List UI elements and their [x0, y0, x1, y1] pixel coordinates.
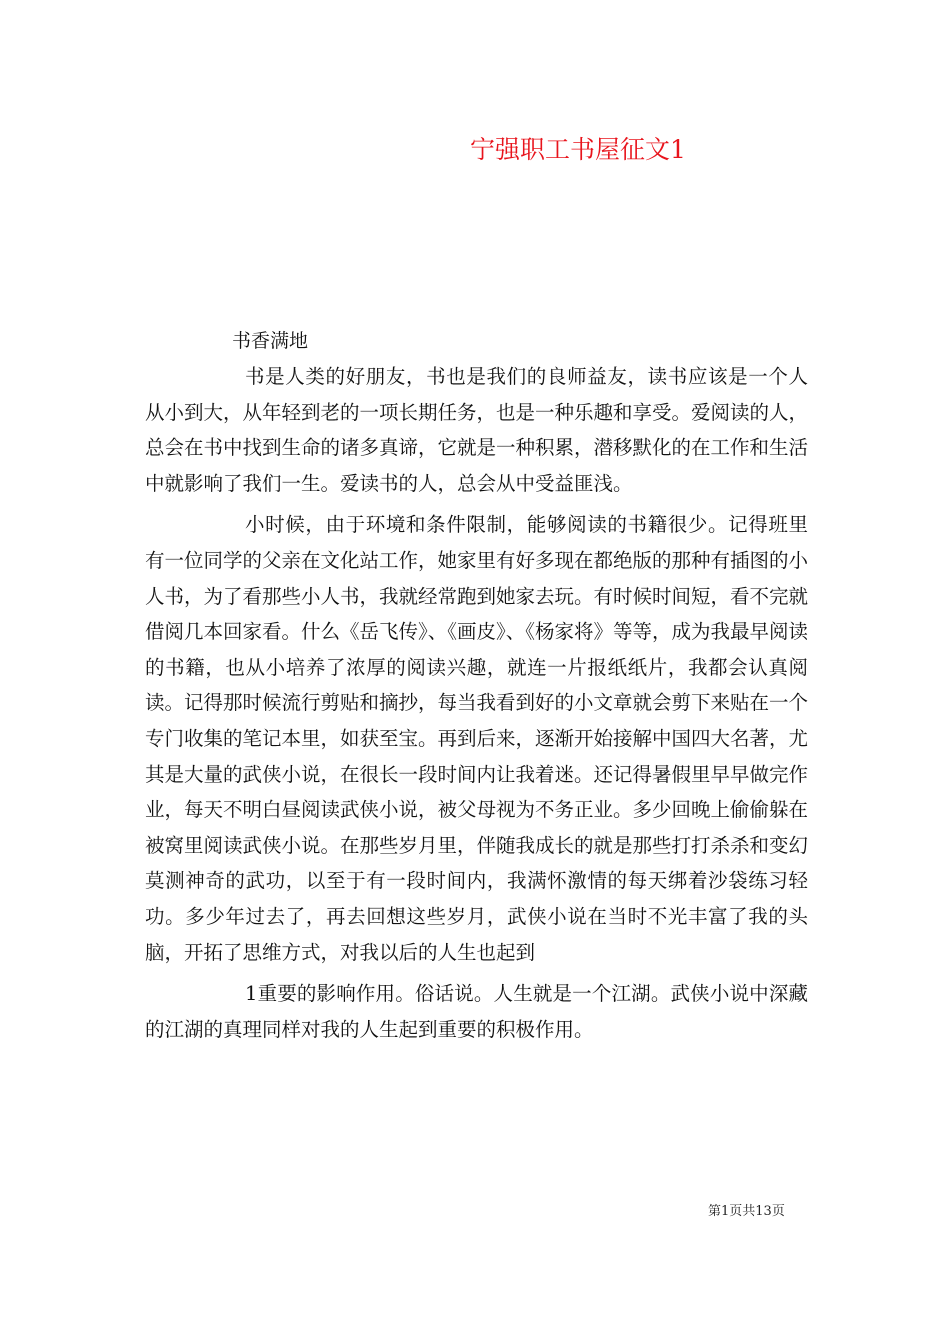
article-subtitle: 书香满地	[232, 330, 309, 352]
paragraph: 书是人类的好朋友，书也是我们的良师益友，读书应该是一个人从小到大，从年轻到老的一项长期任务，也是一种乐趣和享受。爱阅读的人，总会在书中找到生命的诸多真谛，它就是一种积累，潜移默化的在工作和生活中就影响了我们一生。爱读书的人，总会从中受益匪浅。	[145, 365, 809, 495]
page-number-footer: 第1页共13页	[708, 1204, 785, 1219]
document-title: 宁强职工书屋征文1	[470, 135, 686, 164]
article-body	[145, 359, 808, 1047]
paragraph: 1重要的影响作用。俗话说。人生就是一个江湖。武侠小说中深藏的江湖的真理同样对我的人生起到重要的积极作用。	[145, 982, 808, 1041]
paragraph: 小时候，由于环境和条件限制，能够阅读的书籍很少。记得班里有一位同学的父亲在文化站工作，她家里有好多现在都绝版的那种有插图的小人书，为了看那些小人书，我就经常跑到她家去玩。有时候时间短，看不完就借阅几本回家看。什么《岳飞传》、《画皮》、《杨家将》等等，成为我最早阅读的书籍，也从小培养了浓厚的阅读兴趣，就连一片报纸纸片，我都会认真阅读。记得那时候流行剪贴和摘抄，每当我看到好的小文章就会剪下来贴在一个专门收集的笔记本里，如获至宝。再到后来，逐渐开始接解中国四大名著，尤其是大量的武侠小说，在很长一段时间内让我着迷。还记得暑假里早早做完作业，每天不明白昼阅读武侠小说，被父母视为不务正业。多少回晚上偷偷躲在被窝里阅读武侠小说。在那些岁月里，伴随我成长的就是那些打打杀杀和变幻莫测神奇的武功，以至于有一段时间内，我满怀激情的每天绑着沙袋练习轻功。多少年过去了，再去回想这些岁月，武侠小说在当时不光丰富了我的头脑，开拓了思维方式，对我以后的人生也起到	[145, 513, 809, 964]
